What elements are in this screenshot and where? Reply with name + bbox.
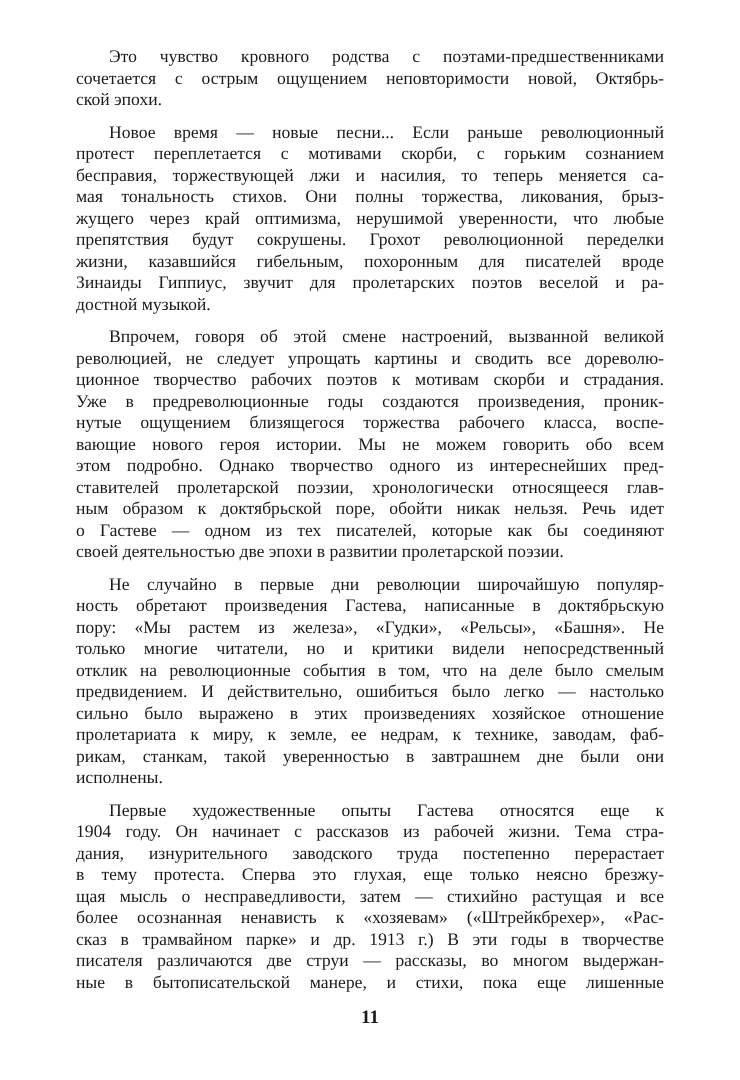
paragraph-gap <box>76 789 664 800</box>
paragraph-gap <box>76 563 664 574</box>
text-line: ционное творчество рабочих поэтов к мотивам скорби и страдания. <box>76 369 664 389</box>
text-line: Новое время — новые песни... Если раньше революционный <box>109 121 664 142</box>
text-line: сильно было выражено в этих произведениях хозяйское отношение <box>76 702 664 723</box>
text-line: пролетариата к миру, к земле, ее недрам, к технике, заводам, фаб- <box>76 724 664 744</box>
paragraph-gap <box>76 315 664 326</box>
text-line: только многие читатели, но и критики видели непосредственный <box>76 638 664 658</box>
text-line: ность обретают произведения Гастева, написанные в доктябрьскую <box>76 595 664 615</box>
text-line: сочетается с острым ощущением неповторимости новой, Октябрь- <box>76 67 664 88</box>
text-line: протест переплетается с мотивами скорби, с горьким сознанием <box>76 143 664 163</box>
text-line: ставителей пролетарской поэзии, хронологически относящееся глав- <box>76 476 664 497</box>
text-line: нутые ощущением близящегося торжества рабочего класса, воспе- <box>76 412 664 432</box>
paragraph-gap <box>76 111 664 122</box>
paragraph <box>76 800 664 994</box>
body-text <box>76 46 664 993</box>
text-line: рикам, станкам, такой уверенностью в завтрашнем дне были они <box>76 745 664 766</box>
text-line: ской эпохи. <box>76 89 163 109</box>
text-line: 1904 году. Он начинает с рассказов из рабочей жизни. Тема стра- <box>76 821 664 841</box>
text-line: препятствия будут сокрушены. Грохот революционной переделки <box>76 229 664 249</box>
paragraph <box>76 574 664 789</box>
text-line: Зинаиды Гиппиус, звучит для пролетарских поэтов веселой и ра- <box>76 272 664 292</box>
text-line: мая тональность стихов. Они полны торжества, ликования, брыз- <box>76 186 664 206</box>
text-line: щая мысль о несправедливости, затем — стихийно растущая и все <box>76 885 664 906</box>
text-line: достной музыкой. <box>76 293 211 314</box>
text-line: своей деятельностью две эпохи в развитии пролетарской поэзии. <box>76 541 564 561</box>
text-line: отклик на революционные события в том, что на деле было смелым <box>76 659 664 680</box>
text-line: Впрочем, говоря об этой смене настроений, вызванной великой <box>109 326 664 346</box>
text-line: в тему протеста. Сперва это глухая, еще только неясно брезжу- <box>76 864 664 884</box>
paragraph <box>76 46 664 111</box>
text-line: Не случайно в первые дни революции широчайшую популяр- <box>109 573 664 594</box>
text-line: сказ в трамвайном парке» и др. 1913 г.) В эти годы в творчестве <box>76 928 664 949</box>
text-line: вающие нового героя истории. Мы не можем говорить обо всем <box>76 433 664 454</box>
text-line: дания, изнурительного заводского труда постепенно перерастает <box>76 842 664 863</box>
text-line: предвидением. И действительно, ошибиться было легко — настолько <box>76 681 664 701</box>
text-line: пору: «Мы растем из железа», «Гудки», «Рельсы», «Башня». Не <box>76 616 664 637</box>
text-line: жизни, казавшийся гибельным, похоронным для писателей вроде <box>76 250 664 271</box>
paragraph <box>76 122 664 316</box>
text-line: бесправия, торжествующей лжи и насилия, то теперь меняется са- <box>76 164 664 185</box>
text-line: Первые художественные опыты Гастева относятся еще к <box>109 799 664 820</box>
text-line: Уже в предреволюционные годы создаются произведения, проник- <box>76 390 664 411</box>
text-line: исполнены. <box>76 767 163 787</box>
paragraph <box>76 326 664 563</box>
text-line: ным образом к доктябрьской поре, обойти никак нельзя. Речь идет <box>76 498 664 518</box>
text-line: революцией, не следует упрощать картины и сводить все дореволю- <box>76 347 664 368</box>
text-line: о Гастеве — одном из тех писателей, которые как бы соединяют <box>76 519 664 540</box>
text-line: Это чувство кровного родства с поэтами-предшественниками <box>109 46 664 66</box>
text-line: более осознанная ненависть к «хозяевам» («Штрейкбрехер», «Рас- <box>76 907 664 927</box>
page-number: 11 <box>361 1007 379 1028</box>
text-line: писателя различаются две струи — рассказы, во многом выдержан- <box>76 950 664 970</box>
text-line: жущего через край оптимизма, нерушимой уверенности, что любые <box>76 207 664 228</box>
text-line: ные в бытописательской манере, и стихи, пока еще лишенные <box>76 971 664 992</box>
text-line: этом подробно. Однако творчество одного из интереснейших пред- <box>76 455 664 475</box>
